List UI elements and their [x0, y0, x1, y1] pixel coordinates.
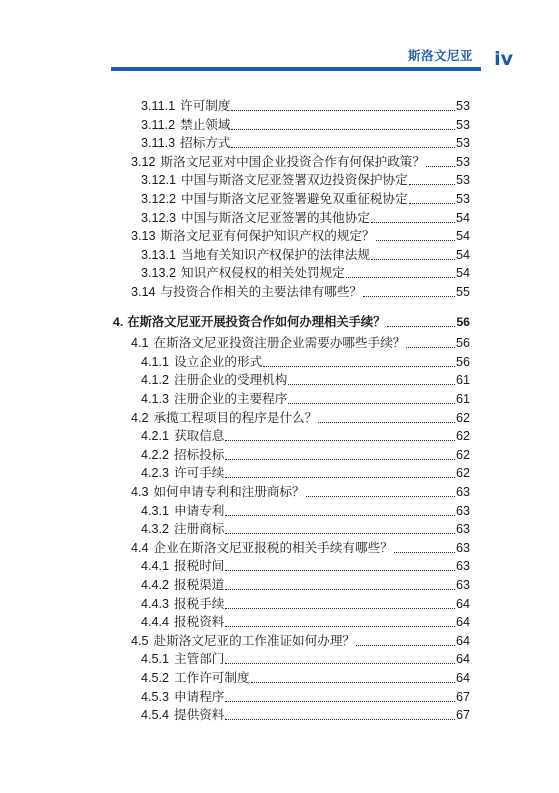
toc-entry[interactable] [141, 668, 470, 686]
toc-entry-number: 3.14 [131, 285, 156, 299]
toc-entry-number: 4.3.1 [141, 503, 170, 518]
toc-entry-title: 报税手续 [174, 595, 225, 611]
toc-entry[interactable] [131, 282, 470, 300]
dot-leader [225, 476, 455, 478]
toc-entry-page: 61 [455, 373, 470, 388]
toc-entry-page: 63 [455, 522, 470, 537]
toc-entry-number: 4.4.4 [141, 615, 170, 630]
toc-entry-page: 53 [455, 173, 470, 188]
toc-entry-number: 4.4.3 [141, 596, 170, 611]
dot-leader [371, 258, 455, 260]
toc-entry[interactable] [141, 612, 470, 630]
dot-leader [288, 402, 455, 404]
toc-entry-page: 62 [455, 466, 470, 481]
toc-entry-page: 62 [455, 447, 470, 462]
toc-entry-number: 3.12.3 [141, 210, 177, 225]
toc-entry[interactable] [141, 245, 470, 263]
toc-entry-title: 报税资料 [174, 614, 225, 630]
toc-entry-number: 3.12 [131, 154, 156, 169]
toc-entry-title: 赴斯洛文尼亚的工作准证如何办理？ [153, 632, 356, 648]
header-rule [111, 67, 481, 71]
dot-leader [225, 514, 455, 516]
toc-entry[interactable] [131, 152, 470, 170]
toc-entry-title: 与投资合作相关的主要法律有哪些？ [160, 284, 363, 299]
toc-entry-title: 申请程序 [174, 688, 225, 704]
toc-entry-number: 4.1.2 [141, 373, 170, 388]
toc-entry-title: 注册企业的受理机构 [174, 372, 288, 388]
toc-entry-title: 斯洛文尼亚有何保护知识产权的规定？ [160, 228, 375, 244]
toc-entry-number: 4.1.1 [141, 354, 170, 369]
toc-entry[interactable] [141, 370, 470, 388]
toc-entry-number: 4.5.3 [141, 689, 170, 704]
toc-entry[interactable] [141, 556, 470, 574]
toc-entry[interactable] [141, 594, 470, 612]
toc-entry-title: 知识产权侵权的相关处罚规定 [181, 265, 345, 281]
dot-leader [288, 383, 455, 385]
toc-entry-number: 4.2.1 [141, 429, 170, 444]
toc-entry[interactable] [131, 538, 470, 556]
toc-entry-title: 报税时间 [174, 558, 225, 574]
toc-entry-page: 53 [455, 192, 470, 206]
toc-entry-page: 61 [455, 392, 470, 406]
toc-entry-page: 63 [455, 503, 470, 518]
toc-entry-page: 63 [455, 540, 470, 555]
dot-leader [306, 495, 455, 497]
dot-leader [394, 551, 455, 553]
toc-entry-number: 4.5.4 [141, 708, 170, 723]
dot-leader [376, 239, 455, 241]
dot-leader [225, 588, 455, 590]
toc-entry-title: 招标投标 [174, 446, 225, 462]
toc-entry[interactable] [131, 333, 470, 351]
toc-entry-number: 4.5 [131, 633, 149, 648]
toc-entry-number: 3.13.2 [141, 266, 177, 281]
toc-entry-title: 申请专利 [174, 502, 225, 518]
toc-entry-title: 中国与斯洛文尼亚签署的其他协定 [181, 209, 370, 225]
dot-leader [225, 569, 455, 571]
toc-entry[interactable] [141, 445, 470, 463]
dot-leader [406, 346, 455, 348]
toc-entry-title: 承揽工程项目的程序是什么？ [153, 409, 318, 425]
dot-leader [231, 109, 455, 111]
toc-entry-page: 64 [455, 671, 470, 685]
toc-entry-page: 62 [455, 410, 470, 425]
toc-entry-title: 提供资料 [174, 707, 225, 723]
toc-entry-page: 54 [455, 210, 470, 225]
toc-entry-page: 56 [456, 314, 470, 329]
toc-entry-page: 63 [455, 578, 470, 592]
dot-leader [346, 276, 455, 278]
dot-leader [225, 662, 455, 664]
toc-entry-page: 55 [455, 285, 470, 299]
dot-leader [231, 146, 455, 148]
toc-entry[interactable] [141, 263, 470, 281]
toc-entry-page: 54 [455, 229, 470, 244]
toc-entry-number: 3.12.2 [141, 192, 177, 206]
toc-entry[interactable] [141, 115, 470, 133]
toc-entry-number: 4.2.3 [141, 466, 170, 481]
toc-entry-page: 64 [455, 596, 470, 611]
dot-leader [371, 221, 455, 223]
toc-entry[interactable] [141, 208, 470, 226]
dot-leader [231, 128, 455, 130]
toc-entry-title: 中国与斯洛文尼亚签署避免双重征税协定 [181, 191, 408, 206]
toc-entry-page: 53 [455, 99, 470, 113]
toc-entry[interactable] [141, 575, 470, 593]
dot-leader [356, 644, 455, 646]
dot-leader [409, 183, 455, 185]
toc-entry-page: 54 [455, 266, 470, 281]
toc-entry-title: 斯洛文尼亚对中国企业投资合作有何保护政策？ [160, 153, 425, 169]
toc-entry-page: 56 [455, 336, 470, 351]
toc-entry-title: 设立企业的形式 [174, 353, 263, 369]
toc-entry-title: 在斯洛文尼亚投资注册企业需要办哪些手续？ [153, 335, 406, 351]
toc-entry-number: 3.13.1 [141, 247, 177, 262]
toc-entry[interactable] [141, 426, 470, 444]
dot-leader [409, 202, 455, 204]
toc-entry[interactable] [141, 649, 470, 667]
toc-entry-number: 4.4.1 [141, 559, 170, 574]
toc-entry-page: 53 [455, 136, 470, 151]
toc-entry-title: 注册企业的主要程序 [174, 391, 288, 406]
toc-entry-title: 主管部门 [174, 651, 225, 667]
toc-entry[interactable] [141, 189, 470, 207]
toc-entry-number: 4.5.1 [141, 652, 170, 667]
toc-entry[interactable] [141, 463, 470, 481]
dot-leader [318, 421, 455, 423]
toc-entry-number: 4.5.2 [141, 671, 170, 685]
toc-entry-number: 4.4.2 [141, 578, 170, 592]
toc-entry-title: 报税渠道 [174, 577, 225, 592]
toc-entry-page: 67 [455, 708, 470, 723]
toc-entry[interactable] [141, 501, 470, 519]
dot-leader [225, 718, 455, 720]
toc-entry-number: 4.3 [131, 485, 149, 499]
toc-entry-title: 如何申请专利和注册商标？ [153, 484, 305, 499]
toc-entry-page: 63 [455, 485, 470, 499]
toc-entry-number: 4.2 [131, 410, 149, 425]
toc-entry-title: 许可制度 [180, 98, 231, 113]
toc-entry[interactable] [131, 408, 470, 426]
toc-entry-number: 4.4 [131, 540, 149, 555]
toc-entry[interactable] [131, 226, 470, 244]
toc-entry-number: 3.13 [131, 229, 156, 244]
toc-entry-number: 4.1.3 [141, 392, 170, 406]
toc-entry[interactable] [141, 389, 470, 407]
toc-entry-page: 56 [455, 354, 470, 369]
toc-entry[interactable] [141, 687, 470, 705]
toc-entry-title: 企业在斯洛文尼亚报税的相关手续有哪些？ [153, 539, 393, 555]
toc-entry-page: 64 [455, 615, 470, 630]
toc-entry-page: 64 [455, 652, 470, 667]
toc-entry-number: 3.11.2 [141, 117, 176, 132]
toc-entry-title: 当地有关知识产权保护的法律法规 [181, 246, 370, 262]
toc-entry[interactable] [141, 519, 470, 537]
toc-entry-title: 在斯洛文尼亚开展投资合作如何办理相关手续？ [127, 314, 386, 329]
toc-entry-number: 3.12.1 [141, 173, 177, 188]
dot-leader [225, 700, 455, 702]
toc-entry[interactable] [131, 482, 470, 500]
page-number: iv [494, 48, 513, 70]
toc-entry[interactable] [131, 631, 470, 649]
dot-leader [225, 439, 455, 441]
toc-entry[interactable] [141, 96, 470, 114]
toc-entry-title: 禁止领域 [180, 116, 231, 132]
toc-entry-title: 中国与斯洛文尼亚签署双边投资保护协定 [181, 172, 408, 188]
toc-entry-number: 4.1 [131, 336, 149, 351]
dot-leader [426, 165, 455, 167]
toc-entry-page: 53 [455, 154, 470, 169]
toc-entry-number: 4. [113, 314, 124, 329]
dot-leader [225, 458, 455, 460]
dot-leader [387, 325, 456, 327]
dot-leader [263, 365, 455, 367]
toc-entry[interactable] [141, 170, 470, 188]
toc-entry[interactable] [141, 133, 470, 151]
toc-entry-number: 3.11.3 [141, 136, 176, 151]
toc-entry-page: 64 [455, 633, 470, 648]
toc-entry-page: 67 [455, 689, 470, 704]
toc-entry-number: 3.11.1 [141, 99, 176, 113]
toc-entry-title: 工作许可制度 [174, 670, 250, 685]
toc-entry[interactable] [141, 352, 470, 370]
toc-entry-title: 许可手续 [174, 465, 225, 481]
running-header-title: 斯洛文尼亚 [407, 48, 473, 63]
toc-entry[interactable] [113, 312, 470, 330]
toc-entry[interactable] [141, 705, 470, 723]
toc-entry-title: 获取信息 [174, 428, 225, 444]
toc-entry-page: 62 [455, 429, 470, 444]
dot-leader [225, 625, 455, 627]
toc-entry-title: 招标方式 [180, 135, 231, 151]
dot-leader [363, 295, 455, 297]
dot-leader [225, 607, 455, 609]
toc-entry-page: 63 [455, 559, 470, 574]
toc-entry-page: 53 [455, 117, 470, 132]
toc-entry-title: 注册商标 [174, 521, 225, 537]
dot-leader [225, 532, 455, 534]
dot-leader [251, 681, 455, 683]
toc-entry-number: 4.3.2 [141, 522, 170, 537]
toc-entry-number: 4.2.2 [141, 447, 170, 462]
toc-entry-page: 54 [455, 247, 470, 262]
